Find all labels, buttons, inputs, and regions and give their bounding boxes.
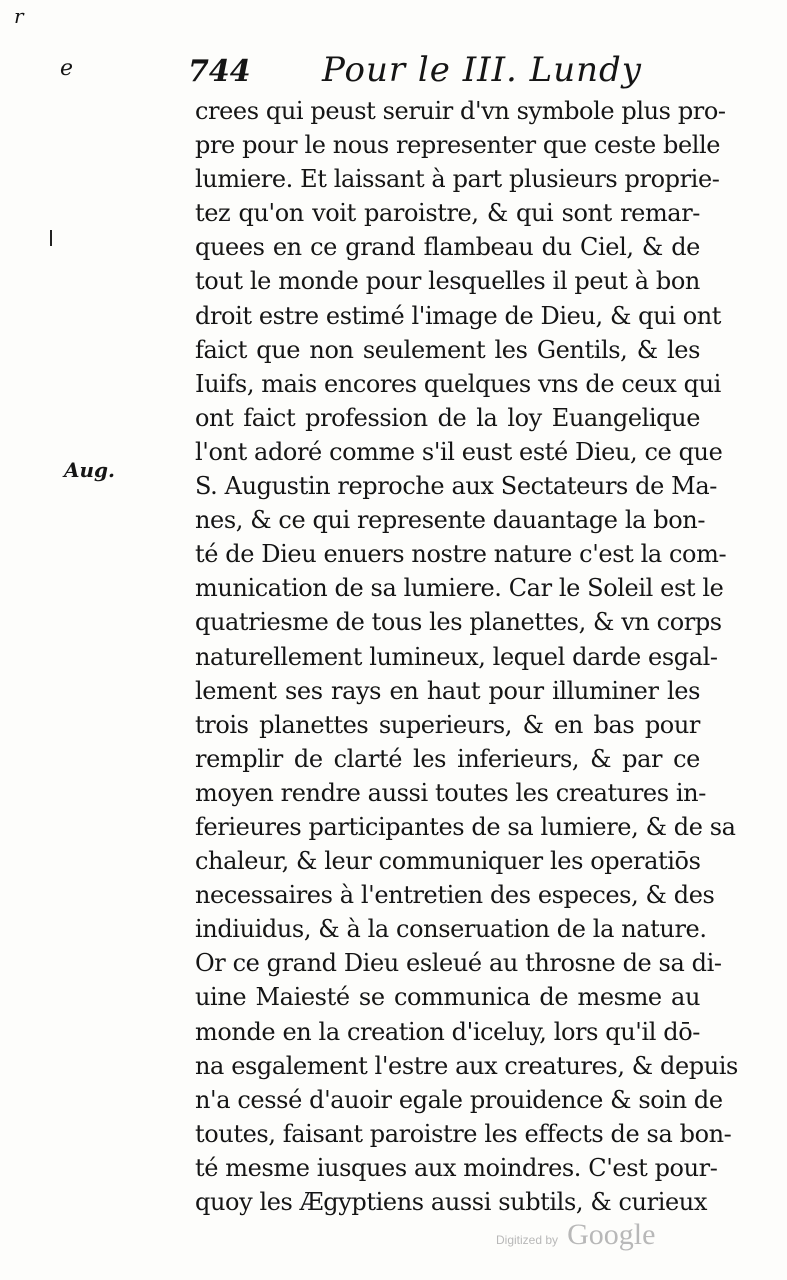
text-line: faict que non seulement les Gentils, & les bbox=[195, 335, 700, 364]
text-line: nes, & ce qui represente dauantage la bon- bbox=[195, 506, 706, 535]
text-line: S. Augustin reproche aux Sectateurs de Ma- bbox=[195, 472, 717, 501]
corner-mark: r bbox=[14, 4, 24, 28]
text-line: lumiere. Et laissant à part plusieurs proprie- bbox=[195, 165, 720, 194]
text-line: pre pour le nous representer que ceste belle bbox=[195, 131, 721, 160]
text-line: monde en la creation d'iceluy, lors qu'il dō- bbox=[195, 1017, 700, 1046]
digitized-watermark bbox=[496, 1218, 655, 1252]
page-number: 744 bbox=[188, 54, 251, 89]
text-line: té de Dieu enuers nostre nature c'est la com- bbox=[195, 540, 727, 569]
text-line: n'a cessé d'auoir egale prouidence & soin de bbox=[195, 1085, 723, 1114]
text-line: remplir de clarté les inferieurs, & par ce bbox=[195, 744, 700, 773]
text-line: uine Maiesté se communica de mesme au bbox=[195, 983, 700, 1012]
text-line: crees qui peust seruir d'vn symbole plus pro- bbox=[195, 97, 726, 125]
text-line: ferieures participantes de sa lumiere, & de sa bbox=[195, 812, 736, 841]
handwritten-mark: e bbox=[60, 56, 74, 81]
digitized-by-label: Digitized by bbox=[496, 1233, 559, 1247]
text-line: quees en ce grand flambeau du Ciel, & de bbox=[195, 233, 700, 262]
text-line: Iuifs, mais encores quelques vns de ceux qui bbox=[195, 369, 721, 398]
text-line: tez qu'on voit paroistre, & qui sont remar- bbox=[195, 199, 700, 228]
text-line: tout le monde pour lesquelles il peut à bon bbox=[195, 267, 700, 296]
google-logo: Google bbox=[567, 1218, 656, 1251]
page-header bbox=[188, 50, 698, 96]
text-line: té mesme iusques aux moindres. C'est pour- bbox=[195, 1153, 718, 1182]
text-line: droit estre estimé l'image de Dieu, & qui ont bbox=[195, 301, 722, 330]
text-line: Or ce grand Dieu esleué au throsne de sa di- bbox=[195, 949, 722, 978]
text-line: quatriesme de tous les planettes, & vn corps bbox=[195, 608, 722, 637]
margin-note: Aug. bbox=[64, 458, 116, 482]
text-line: naturellement lumineux, lequel darde esgal- bbox=[195, 642, 718, 671]
text-line: indiuidus, & à la conseruation de la nature. bbox=[195, 915, 707, 944]
margin-rule-mark bbox=[50, 230, 52, 246]
text-line: ont faict profession de la loy Euangelique bbox=[195, 403, 700, 432]
text-line: l'ont adoré comme s'il eust esté Dieu, ce que bbox=[195, 437, 723, 466]
body-text bbox=[195, 94, 738, 1219]
text-line: na esgalement l'estre aux creatures, & depuis bbox=[195, 1051, 738, 1080]
text-line: chaleur, & leur communiquer les operatiōs bbox=[195, 847, 701, 876]
text-line: trois planettes superieurs, & en bas pour bbox=[195, 710, 700, 739]
text-line: necessaires à l'entretien des especes, & des bbox=[195, 881, 715, 910]
text-line: lement ses rays en haut pour illuminer les bbox=[195, 676, 700, 705]
text-line: quoy les Ægyptiens aussi subtils, & curieux bbox=[195, 1188, 707, 1216]
text-line: moyen rendre aussi toutes les creatures in- bbox=[195, 778, 706, 807]
text-line: munication de sa lumiere. Car le Soleil est le bbox=[195, 574, 724, 603]
text-line: toutes, faisant paroistre les effects de sa bon- bbox=[195, 1119, 732, 1148]
running-title: Pour le III. Lundy bbox=[322, 50, 642, 90]
